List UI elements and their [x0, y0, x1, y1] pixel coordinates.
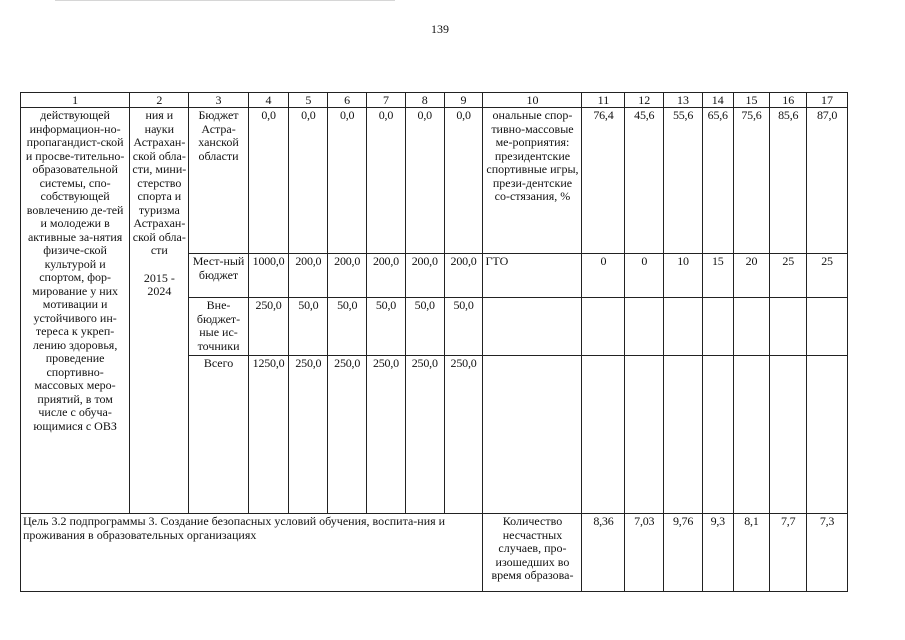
- indicator-text: Количество несчастных случаев, про-изошедших во время образова-: [483, 514, 582, 592]
- header-cell: 7: [367, 93, 406, 108]
- empty-cell: [664, 298, 703, 356]
- activity-description: действующей информацион-но-пропагандист-ской и просве-тительно-образовательной системы, спо-собствующей вовлечению де-тей и молодежи в активные за-нятия физиче-ской культурой и спортом, фор-мирование у них мотивации и устойчивого ин-тереса к укреп-лению здоровья, проведение спортивно-массовых меро-приятий, в том числе с обуча-ющимися с ОВЗ: [21, 108, 130, 514]
- amount-cell: 50,0: [444, 298, 483, 356]
- funding-source: Всего: [189, 356, 248, 514]
- amount-cell: 50,0: [405, 298, 444, 356]
- empty-cell: [733, 298, 770, 356]
- amount-cell: 250,0: [328, 356, 367, 514]
- table-row: [21, 108, 848, 254]
- target-cell: 15: [702, 254, 733, 298]
- amount-cell: 0,0: [444, 108, 483, 254]
- empty-cell: [733, 356, 770, 514]
- page-number: 139: [431, 22, 449, 36]
- amount-cell: 0,0: [367, 108, 406, 254]
- header-cell: 14: [702, 93, 733, 108]
- empty-cell: [807, 298, 848, 356]
- header-cell: 11: [582, 93, 625, 108]
- empty-cell: [770, 298, 807, 356]
- amount-cell: 0,0: [405, 108, 444, 254]
- amount-cell: 0,0: [248, 108, 289, 254]
- amount-cell: 250,0: [367, 356, 406, 514]
- indicator-text: ГТО: [483, 254, 582, 298]
- target-cell: 7,7: [770, 514, 807, 592]
- target-cell: 45,6: [625, 108, 664, 254]
- funding-source: Бюджет Астра-ханской области: [189, 108, 248, 254]
- amount-cell: 200,0: [444, 254, 483, 298]
- header-cell: 5: [289, 93, 328, 108]
- indicator-text: ональные спор-тивно-массовые ме-роприятия: президентские спортивные игры, прези-дентские со-стязания, %: [483, 108, 582, 254]
- header-cell: 9: [444, 93, 483, 108]
- header-cell: 17: [807, 93, 848, 108]
- empty-cell: [625, 356, 664, 514]
- empty-cell: [770, 356, 807, 514]
- amount-cell: 50,0: [367, 298, 406, 356]
- amount-cell: 250,0: [289, 356, 328, 514]
- target-cell: 0: [582, 254, 625, 298]
- target-cell: 85,6: [770, 108, 807, 254]
- target-cell: 65,6: [702, 108, 733, 254]
- target-cell: 75,6: [733, 108, 770, 254]
- empty-cell: [625, 298, 664, 356]
- amount-cell: 200,0: [328, 254, 367, 298]
- amount-cell: 200,0: [289, 254, 328, 298]
- funding-source: Вне-бюджет-ные ис-точники: [189, 298, 248, 356]
- amount-cell: 200,0: [367, 254, 406, 298]
- amount-cell: 50,0: [289, 298, 328, 356]
- empty-cell: [702, 356, 733, 514]
- target-cell: 25: [807, 254, 848, 298]
- target-cell: 25: [770, 254, 807, 298]
- empty-cell: [807, 356, 848, 514]
- amount-cell: 1000,0: [248, 254, 289, 298]
- target-cell: 7,3: [807, 514, 848, 592]
- header-cell: 15: [733, 93, 770, 108]
- header-cell: 1: [21, 93, 130, 108]
- header-cell: 2: [130, 93, 189, 108]
- target-cell: 55,6: [664, 108, 703, 254]
- header-cell: 3: [189, 93, 248, 108]
- scan-artifact: [55, 0, 395, 4]
- empty-cell: [483, 298, 582, 356]
- target-cell: 8,1: [733, 514, 770, 592]
- amount-cell: 250,0: [405, 356, 444, 514]
- header-cell: 10: [483, 93, 582, 108]
- empty-cell: [582, 298, 625, 356]
- target-cell: 9,3: [702, 514, 733, 592]
- target-cell: 76,4: [582, 108, 625, 254]
- target-cell: 20: [733, 254, 770, 298]
- amount-cell: 250,0: [444, 356, 483, 514]
- target-cell: 8,36: [582, 514, 625, 592]
- empty-cell: [702, 298, 733, 356]
- header-cell: 4: [248, 93, 289, 108]
- goal-text: Цель 3.2 подпрограммы 3. Создание безопасных условий обучения, воспита-ния и проживания в образовательных организациях: [21, 514, 483, 592]
- header-cell: 12: [625, 93, 664, 108]
- responsible-executors: [130, 108, 189, 514]
- header-row: [21, 93, 848, 108]
- funding-source: Мест-ный бюджет: [189, 254, 248, 298]
- amount-cell: 250,0: [248, 298, 289, 356]
- executors-text: ния и науки Астрахан-ской обла-сти, мини-стерство спорта и туризма Астрахан-ской обла-сти: [132, 108, 187, 257]
- target-cell: 7,03: [625, 514, 664, 592]
- amount-cell: 0,0: [328, 108, 367, 254]
- target-cell: 0: [625, 254, 664, 298]
- header-cell: 16: [770, 93, 807, 108]
- target-cell: 10: [664, 254, 703, 298]
- amount-cell: 1250,0: [248, 356, 289, 514]
- amount-cell: 0,0: [289, 108, 328, 254]
- target-cell: 87,0: [807, 108, 848, 254]
- period-years: 2015 - 2024: [143, 270, 175, 298]
- empty-cell: [582, 356, 625, 514]
- header-cell: 13: [664, 93, 703, 108]
- amount-cell: 50,0: [328, 298, 367, 356]
- program-table: [20, 92, 848, 592]
- target-cell: 9,76: [664, 514, 703, 592]
- amount-cell: 200,0: [405, 254, 444, 298]
- goal-row: [21, 514, 848, 592]
- empty-cell: [483, 356, 582, 514]
- header-cell: 8: [405, 93, 444, 108]
- header-cell: 6: [328, 93, 367, 108]
- empty-cell: [664, 356, 703, 514]
